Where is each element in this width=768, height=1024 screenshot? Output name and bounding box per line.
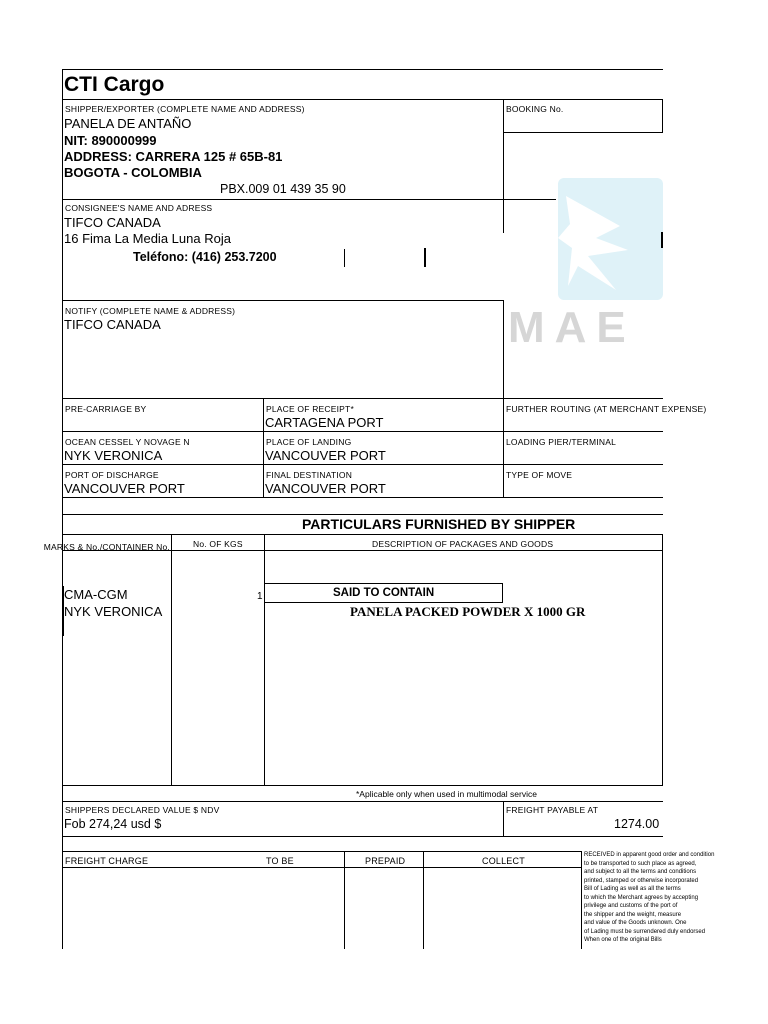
freight-divider-1 [344,851,345,949]
shipper-name: PANELA DE ANTAÑO [64,116,192,131]
pre-carriage-label: PRE-CARRIAGE BY [65,404,147,414]
routing-line-1 [62,398,663,399]
consignee-label: CONSIGNEE'S NAME AND ADRESS [65,203,213,213]
consignee-tick-1 [344,249,345,267]
col-marks-clip [43,537,170,552]
to-be-header: TO BE [266,856,294,866]
particulars-divider-2 [264,534,265,785]
routing-line-2 [62,431,663,432]
particulars-heading: PARTICULARS FURNISHED BY SHIPPER [302,516,576,532]
company-title: CTI Cargo [64,73,165,96]
prepaid-header: PREPAID [365,856,406,866]
legal-line: When one of the original Bills [584,937,662,943]
routing-divider-2 [503,398,504,497]
declared-value: Fob 274,24 usd $ [64,817,162,831]
type-of-move-label: TYPE OF MOVE [506,470,573,480]
particulars-divider-1 [171,534,172,785]
booking-right-border [662,99,663,132]
legal-line: Bill of Lading as well as all the terms [584,886,681,892]
legal-line: to which the Merchant agrees by accepting [584,894,699,901]
freight-charge-header: FREIGHT CHARGE [65,856,149,866]
consignee-top-line [62,199,556,200]
ocean-vessel-label: OCEAN CESSEL Y NOVAGE N [65,437,190,447]
maersk-logo [558,178,663,300]
booking-underline [503,132,663,133]
declared-divider [503,801,504,836]
consignee-address: 16 Fima La Media Luna Roja [64,231,231,246]
legal-line: of Lading must be surrendered duly endorsed [584,928,706,935]
col-kgs-header: No. OF KGS [193,539,243,549]
shipper-nit: NIT: 890000999 [64,133,157,148]
left-border [62,69,63,949]
declared-top-line [62,801,663,802]
further-routing-label: FURTHER ROUTING (AT MERCHANT EXPENSE) [506,404,707,414]
shipper-phone: PBX.009 01 439 35 90 [220,182,346,196]
booking-label: BOOKING No. [506,104,564,114]
title-underline [62,99,663,100]
declared-value-label: SHIPPERS DECLARED VALUE $ NDV [65,805,220,815]
freight-payable-label: FREIGHT PAYABLE AT [506,805,599,815]
shipper-address: ADDRESS: CARRERA 125 # 65B-81 [64,149,283,164]
consignee-tick-2 [424,248,426,267]
place-of-landing-value: VANCOUVER PORT [265,448,386,463]
freight-table-header-bottom [62,867,581,868]
place-of-landing-label: PLACE OF LANDING [266,437,352,447]
consignee-name: TIFCO CANADA [64,215,161,230]
notify-label: NOTIFY (COMPLETE NAME & ADDRESS) [65,306,236,316]
loading-pier-label: LOADING PIER/TERMINAL [506,437,616,447]
particulars-header-top [62,534,663,535]
col-desc-header: DESCRIPTION OF PACKAGES AND GOODS [372,539,554,549]
received-legal-text [584,851,715,948]
multimodal-footnote: *Aplicable only when used in multimodal service [356,789,537,799]
collect-header: COLLECT [482,856,525,866]
said-to-contain: SAID TO CONTAIN [333,587,435,599]
consignee-phone: Teléfono: (416) 253.7200 [133,250,277,264]
marks-line-1: CMA-CGM [64,587,128,602]
place-of-receipt-value: CARTAGENA PORT [265,415,384,430]
legal-line: privilege and customs of the port of [584,903,678,909]
kgs-value: 1 [257,591,263,602]
shipper-label: SHIPPER/EXPORTER (COMPLETE NAME AND ADDRESS) [65,104,305,114]
consignee-tick-3 [661,232,663,248]
shipper-city: BOGOTA - COLOMBIA [64,165,202,180]
notify-top-line [62,300,504,301]
freight-table-top [62,851,581,852]
top-border [62,69,663,70]
freight-divider-2 [423,851,424,949]
goods-description: PANELA PACKED POWDER X 1000 GR [350,604,586,619]
final-destination-label: FINAL DESTINATION [266,470,353,480]
place-of-receipt-label: PLACE OF RECEIPT* [266,404,354,414]
particulars-bottom-line [62,785,663,786]
legal-line: printed, stamped or otherwise incorporated [584,877,699,884]
right-column-divider [503,99,504,200]
freight-divider-3 [581,851,582,949]
final-destination-value: VANCOUVER PORT [265,481,386,496]
ocean-vessel-value: NYK VERONICA [64,448,163,463]
legal-line: RECEIVED in apparent good order and condition [584,852,715,858]
marks-line-2: NYK VERONICA [64,604,163,619]
routing-divider-1 [263,398,264,497]
port-of-discharge-label: PORT OF DISCHARGE [65,470,159,480]
legal-line: and value of the Goods unknown. One [584,920,687,926]
col-marks-header: MARKS & No./CONTAINER No. [43,542,170,552]
notify-name: TIFCO CANADA [64,317,161,332]
freight-payable-value: 1274.00 [614,817,660,831]
declared-bottom-line [62,836,663,837]
consignee-right-divider [503,199,504,233]
port-of-discharge-value: VANCOUVER PORT [64,481,185,496]
routing-line-4 [62,497,663,498]
star-icon [558,178,663,300]
notify-right-divider [503,300,504,398]
routing-line-3 [62,464,663,465]
particulars-top-line [62,514,663,515]
maersk-wordmark: MAE [508,303,636,352]
particulars-right-border [662,534,663,785]
legal-line: and subject to all the terms and conditions [584,869,697,875]
legal-line: to be transported to such place as agreed, [584,860,697,867]
legal-line: the shipper and the weight, measure [584,911,682,918]
